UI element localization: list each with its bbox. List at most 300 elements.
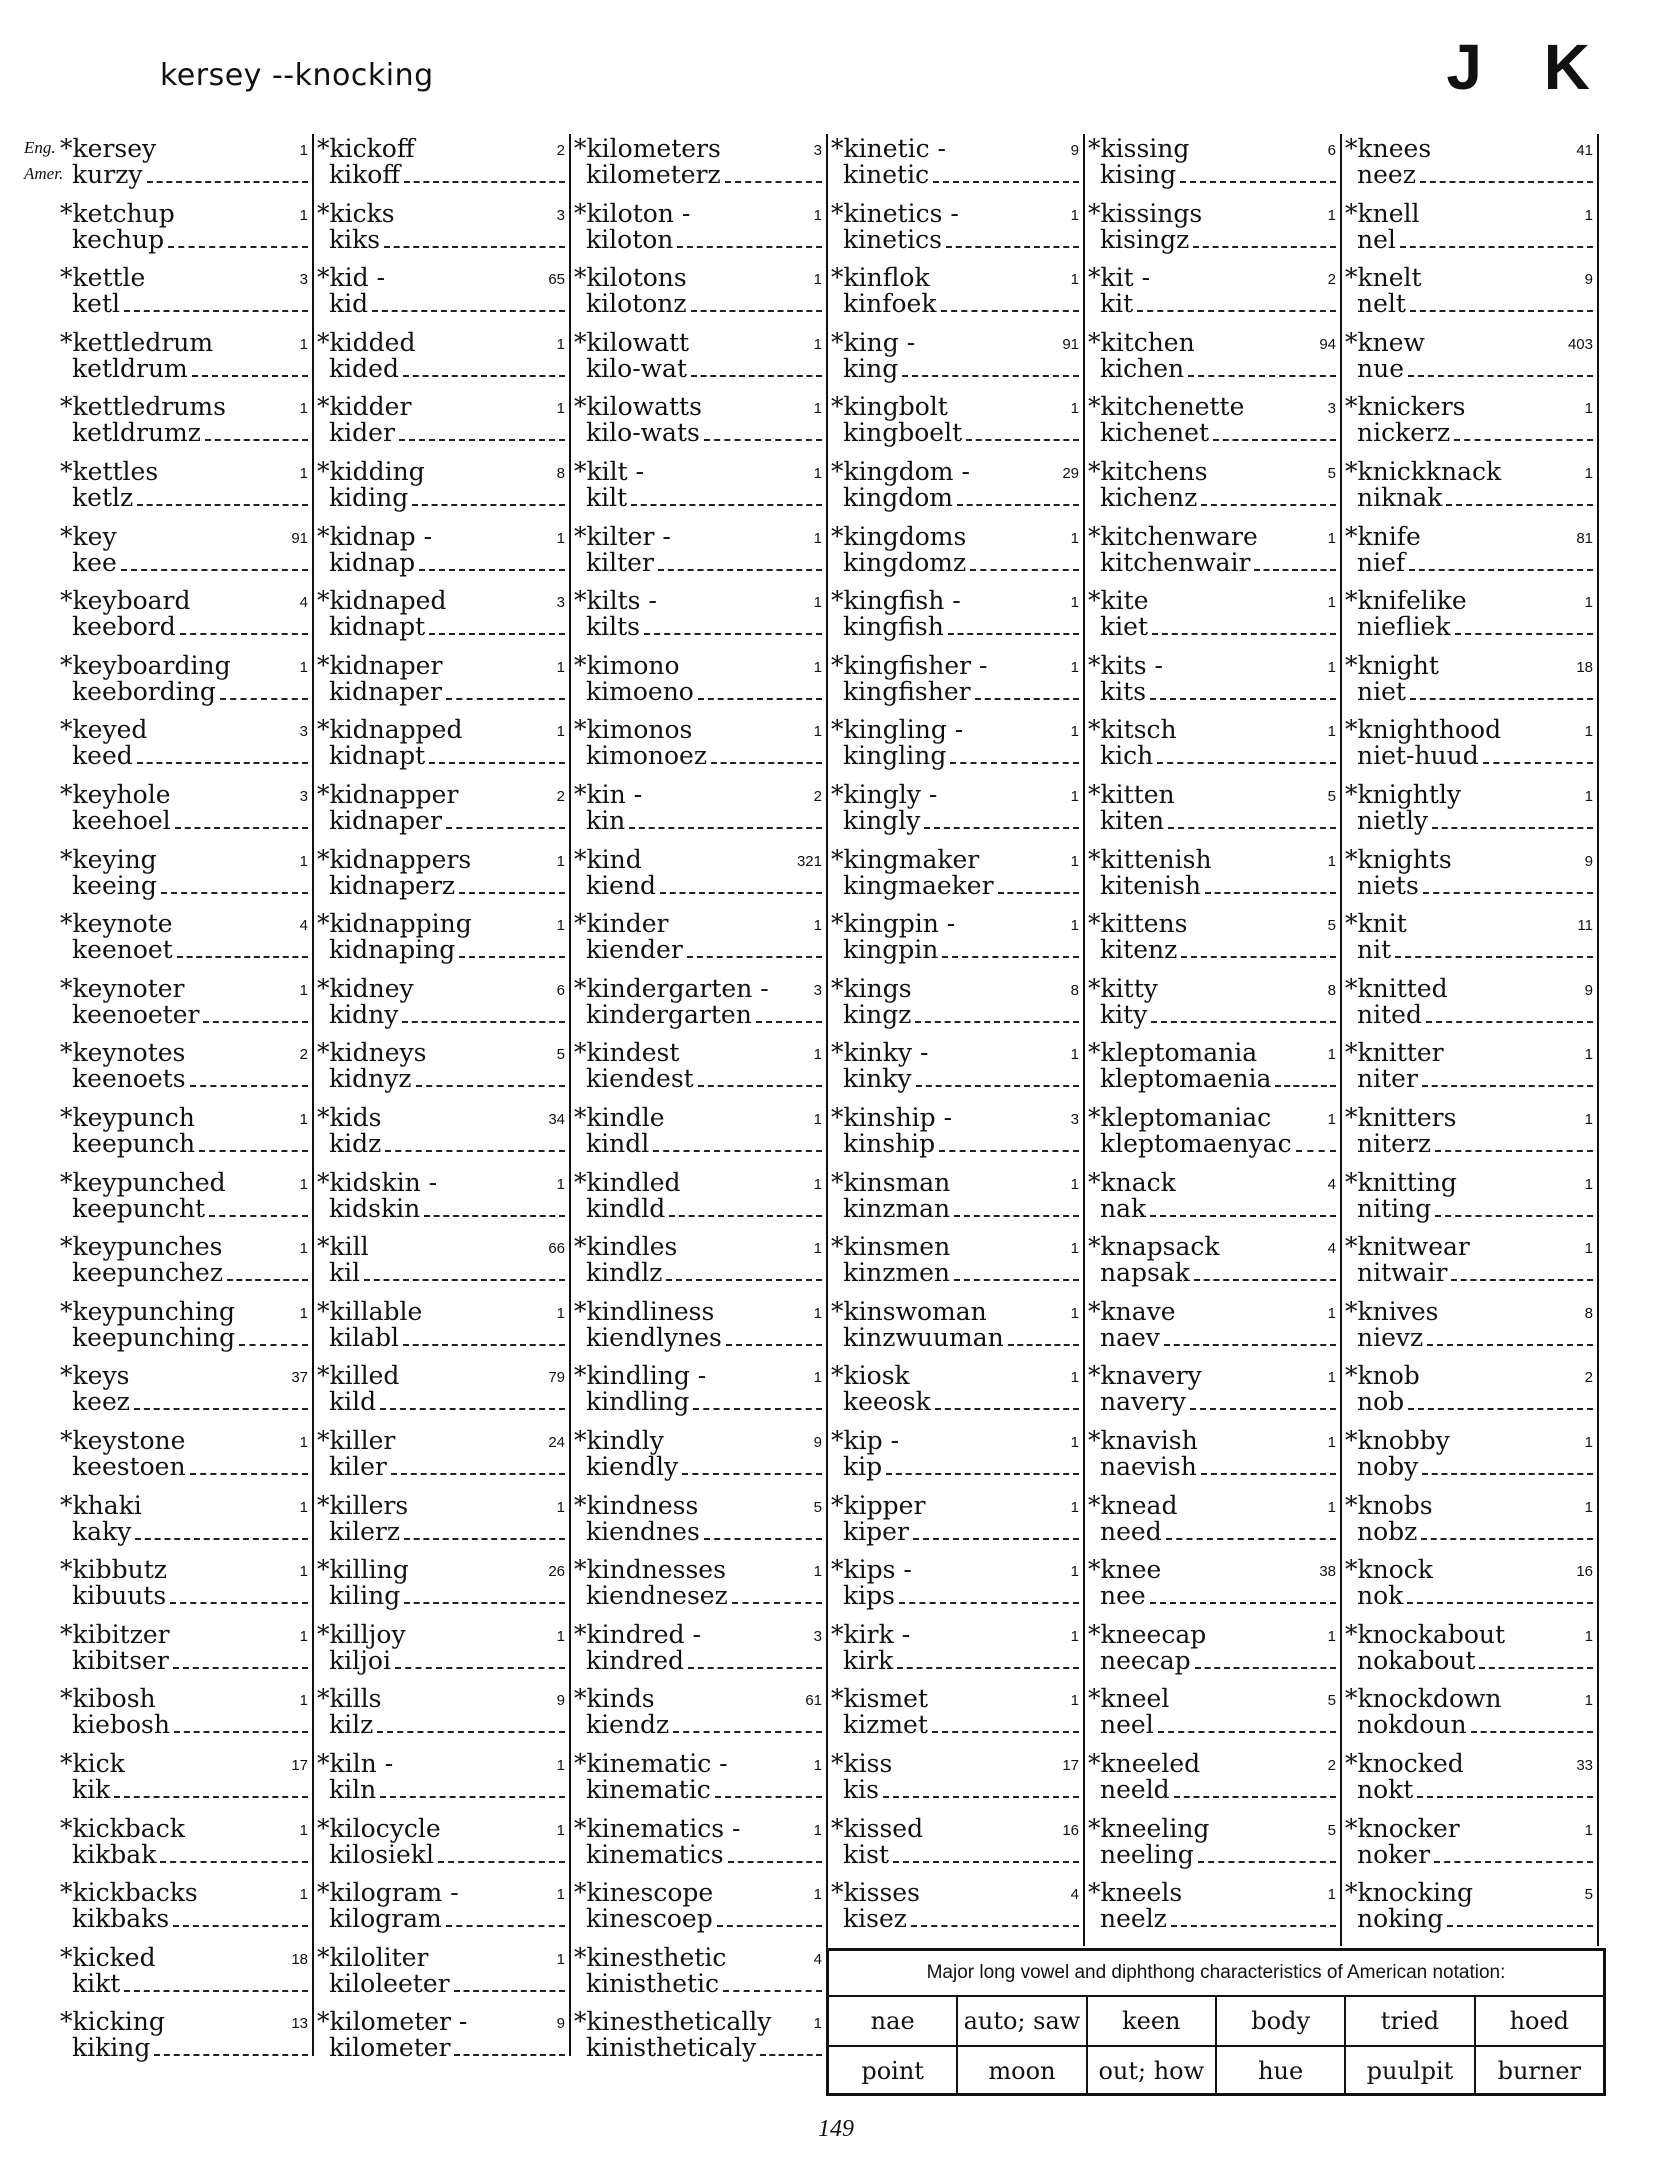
frequency-count: 1: [1327, 1111, 1336, 1128]
american-spelling: [72, 741, 308, 770]
english-word: *kindergarten -: [574, 973, 769, 1003]
english-word: *kiosk: [831, 1361, 910, 1391]
word-entry: [1088, 715, 1336, 779]
word-entry: [1345, 1620, 1593, 1684]
leader-dots: [1158, 1713, 1336, 1733]
frequency-count: 1: [1070, 1369, 1079, 1387]
american-spelling-text: kibuuts: [72, 1581, 167, 1611]
american-spelling-text: kilz: [329, 1710, 374, 1740]
american-spelling: [329, 1646, 565, 1675]
leader-dots: [660, 874, 822, 894]
frequency-count: 1: [1327, 1304, 1336, 1322]
leader-dots: [886, 1455, 1079, 1475]
frequency-count: 1: [299, 1563, 308, 1581]
word-entry: [317, 1426, 565, 1490]
english-word: *kitchens: [1088, 457, 1208, 486]
word-entry: [1088, 1814, 1336, 1878]
american-spelling: [1100, 225, 1336, 254]
american-spelling-text: nokabout: [1357, 1645, 1476, 1675]
english-word: *knocking: [1345, 1878, 1474, 1908]
word-entry: [60, 1878, 308, 1942]
dictionary-column: [570, 134, 828, 2063]
leader-dots: [631, 486, 822, 506]
english-word: *keynotes: [60, 1038, 186, 1068]
leader-dots: [1157, 744, 1336, 764]
american-spelling-text: kinzman: [843, 1193, 951, 1223]
word-entry: [831, 328, 1079, 392]
english-word: *kilowatt: [574, 327, 690, 357]
american-spelling-text: kilo-wat: [586, 353, 687, 383]
american-spelling-text: kilo-wats: [586, 418, 700, 448]
word-entry: [1088, 1426, 1336, 1490]
english-word: *knightly: [1345, 780, 1462, 809]
leader-dots: [1166, 1520, 1336, 1540]
leader-dots: [1422, 1067, 1593, 1087]
american-spelling-text: neecap: [1100, 1645, 1191, 1675]
word-entry: [1345, 780, 1593, 844]
american-spelling: [329, 1517, 565, 1546]
american-spelling: [1100, 548, 1336, 577]
american-spelling-text: kiln: [329, 1775, 377, 1804]
leader-dots: [728, 1843, 822, 1863]
american-spelling: [843, 1387, 1079, 1416]
american-spelling: [1100, 1775, 1336, 1804]
leader-dots: [227, 1261, 308, 1281]
leader-dots: [1407, 1584, 1593, 1604]
leader-dots: [1434, 1843, 1593, 1863]
american-spelling: [72, 225, 308, 254]
word-entry: [60, 1555, 308, 1619]
american-spelling: [1357, 1710, 1593, 1739]
american-spelling-text: kik: [72, 1775, 111, 1804]
english-word: *keys: [60, 1361, 130, 1391]
frequency-count: 4: [299, 594, 308, 612]
frequency-count: 2: [1584, 1369, 1593, 1387]
frequency-count: 6: [556, 981, 565, 999]
word-entry: [831, 1168, 1079, 1232]
american-spelling: [1100, 1840, 1336, 1869]
american-spelling: [586, 806, 822, 835]
american-spelling: [1357, 1840, 1593, 1869]
english-word: *keyboard: [60, 586, 191, 616]
american-spelling: [586, 677, 822, 706]
leader-dots: [725, 163, 822, 183]
american-spelling: [1357, 612, 1593, 641]
american-spelling: [586, 160, 822, 189]
frequency-count: 1: [1584, 1821, 1593, 1839]
american-spelling: [1100, 1646, 1336, 1675]
frequency-count: 1: [1584, 465, 1593, 482]
american-spelling-text: ketl: [72, 289, 120, 319]
american-spelling: [1357, 1646, 1593, 1675]
american-spelling-text: kidny: [329, 999, 399, 1029]
word-entry: [574, 392, 822, 456]
american-spelling: [1357, 289, 1593, 318]
english-word: *kite: [1088, 586, 1149, 616]
leader-dots: [454, 1972, 565, 1992]
english-word: *kindnesses: [574, 1555, 726, 1585]
word-entry: [1345, 1878, 1593, 1942]
word-entry: [574, 134, 822, 198]
american-spelling: [843, 483, 1079, 512]
american-spelling: [586, 1323, 822, 1352]
american-spelling: [1100, 871, 1336, 900]
word-entry: [1088, 1168, 1336, 1232]
leader-dots: [1395, 938, 1593, 958]
american-spelling-text: navery: [1100, 1387, 1186, 1417]
american-spelling: [843, 677, 1079, 706]
american-spelling: [72, 1969, 308, 1998]
legend-cell: point: [829, 2047, 958, 2095]
american-spelling-text: kitchenwair: [1100, 547, 1251, 577]
american-spelling: [72, 1387, 308, 1416]
american-spelling: [72, 1517, 308, 1546]
word-entry: [574, 1684, 822, 1748]
american-spelling-text: kiking: [72, 2033, 151, 2063]
english-word: *kleptomaniac: [1088, 1103, 1272, 1132]
english-word: *kettledrum: [60, 327, 214, 357]
frequency-count: 4: [1327, 1240, 1336, 1258]
word-entry: [317, 1684, 565, 1748]
leader-dots: [913, 1520, 1079, 1540]
section-letters: J K: [1446, 31, 1612, 103]
american-spelling-text: keeosk: [843, 1387, 931, 1417]
leader-dots: [954, 1261, 1079, 1281]
american-spelling-text: kindred: [586, 1645, 684, 1675]
word-entry: [1345, 1168, 1593, 1232]
frequency-count: 3: [556, 594, 565, 612]
american-spelling-text: ketlz: [72, 483, 134, 512]
word-entry: [831, 1814, 1079, 1878]
english-word: *kills: [317, 1684, 382, 1714]
american-spelling-text: neel: [1100, 1710, 1154, 1740]
american-spelling-text: naevish: [1100, 1452, 1197, 1481]
american-spelling-text: kindlz: [586, 1258, 663, 1288]
word-entry: [831, 1555, 1079, 1619]
american-spelling-text: kirk: [843, 1645, 894, 1675]
leader-dots: [1174, 1778, 1336, 1798]
american-spelling-text: keez: [72, 1387, 130, 1417]
english-word: *knifelike: [1345, 586, 1467, 616]
american-spelling: [1100, 935, 1336, 964]
american-spelling-text: kiendest: [586, 1064, 694, 1094]
american-spelling-text: kinzwuuman: [843, 1322, 1004, 1352]
leader-dots: [1171, 1907, 1336, 1927]
leader-dots: [1008, 1326, 1079, 1346]
word-entry: [1088, 263, 1336, 327]
word-entry: [60, 1620, 308, 1684]
frequency-count: 24: [548, 1434, 565, 1451]
american-spelling: [1100, 418, 1336, 447]
american-spelling-text: kidnaping: [329, 935, 456, 965]
leader-dots: [168, 228, 308, 248]
american-spelling: [72, 1581, 308, 1610]
leader-dots: [173, 1649, 308, 1669]
word-entry: [317, 651, 565, 715]
leader-dots: [1455, 615, 1593, 635]
frequency-count: 1: [556, 1175, 565, 1193]
frequency-count: 38: [1319, 1563, 1336, 1581]
word-entry: [317, 1038, 565, 1102]
leader-dots: [459, 938, 565, 958]
leader-dots: [1410, 680, 1593, 700]
american-spelling-text: kin: [586, 806, 626, 835]
american-spelling-text: kilter: [586, 547, 654, 577]
frequency-count: 1: [813, 1111, 822, 1128]
american-spelling: [329, 1581, 565, 1610]
english-word: *kilocycle: [317, 1813, 441, 1843]
english-word: *kingdom -: [831, 457, 970, 486]
frequency-count: 1: [1584, 1046, 1593, 1064]
leader-dots: [424, 1197, 565, 1217]
english-word: *kitchenette: [1088, 392, 1245, 422]
frequency-count: 1: [1327, 852, 1336, 870]
word-entry: [831, 199, 1079, 263]
american-spelling: [843, 1517, 1079, 1546]
english-word: *kid -: [317, 263, 386, 293]
leader-dots: [669, 1197, 822, 1217]
american-spelling-text: kips: [843, 1581, 895, 1611]
leader-dots: [1426, 1003, 1593, 1023]
english-word: *kingbolt: [831, 392, 948, 422]
american-spelling-text: niter: [1357, 1064, 1418, 1094]
leader-dots: [688, 1649, 822, 1669]
leader-dots: [121, 551, 308, 571]
american-spelling: [586, 1517, 822, 1546]
frequency-count: 81: [1576, 529, 1593, 547]
american-spelling: [586, 1775, 822, 1804]
american-spelling-text: kit: [1100, 289, 1134, 319]
word-entry: [317, 780, 565, 844]
english-word: *kindle: [574, 1103, 665, 1132]
american-spelling-text: kitenish: [1100, 870, 1202, 900]
leader-dots: [957, 486, 1079, 506]
legend-cell: out; how: [1088, 2047, 1217, 2095]
word-entry: [831, 715, 1079, 779]
leader-dots: [1421, 1520, 1593, 1540]
legend-title: Major long vowel and diphthong characteristics of American notation:: [829, 1951, 1603, 1997]
american-spelling-text: kiendlynes: [586, 1322, 722, 1352]
american-spelling: [586, 1452, 822, 1481]
frequency-count: 1: [556, 1886, 565, 1904]
american-spelling: [1100, 741, 1336, 770]
american-spelling-text: keebording: [72, 676, 216, 706]
american-spelling: [1100, 1452, 1336, 1481]
english-word: *kibitzer: [60, 1619, 170, 1649]
word-entry: [60, 1491, 308, 1555]
english-word: *kind: [574, 844, 642, 874]
american-spelling: [329, 289, 565, 318]
frequency-count: 1: [556, 1821, 565, 1839]
leader-dots: [404, 1520, 565, 1540]
american-spelling: [1357, 871, 1593, 900]
american-spelling: [72, 1064, 308, 1093]
american-spelling-text: kiendz: [586, 1710, 670, 1740]
frequency-count: 1: [299, 1886, 308, 1904]
american-spelling-text: kilt: [586, 483, 628, 512]
american-spelling-text: kinetics: [843, 224, 942, 254]
english-word: *khaki: [60, 1490, 142, 1520]
leader-dots: [446, 680, 565, 700]
frequency-count: 1: [299, 658, 308, 676]
english-word: *kindness: [574, 1490, 699, 1520]
american-spelling: [329, 741, 565, 770]
word-entry: [1345, 1814, 1593, 1878]
american-spelling: [1100, 1904, 1336, 1933]
word-entry: [317, 1361, 565, 1425]
frequency-count: 3: [299, 271, 308, 289]
word-entry: [1088, 392, 1336, 456]
american-spelling: [1100, 806, 1336, 835]
american-spelling-text: kiend: [586, 870, 657, 900]
leader-dots: [966, 421, 1079, 441]
frequency-count: 5: [1327, 917, 1336, 935]
legend-cell: body: [1217, 1997, 1346, 2045]
frequency-count: 1: [1070, 1240, 1079, 1258]
word-entry: [60, 522, 308, 586]
frequency-count: 17: [291, 1757, 308, 1774]
leader-dots: [1423, 874, 1593, 894]
english-word: *keystone: [60, 1426, 186, 1455]
leader-dots: [160, 1843, 308, 1863]
frequency-count: 8: [1070, 981, 1079, 999]
leader-dots: [402, 1003, 565, 1023]
american-spelling: [1357, 1387, 1593, 1416]
leader-dots: [658, 551, 822, 571]
leader-dots: [199, 1132, 308, 1152]
leader-dots: [403, 357, 565, 377]
american-spelling: [586, 548, 822, 577]
leader-dots: [916, 1067, 1079, 1087]
english-word: *kids: [317, 1103, 382, 1132]
frequency-count: 1: [299, 1111, 308, 1128]
leader-dots: [682, 1455, 822, 1475]
leader-dots: [1181, 938, 1336, 958]
leader-dots: [1446, 486, 1593, 506]
leader-dots: [1150, 1584, 1336, 1604]
american-spelling: [329, 1323, 565, 1352]
american-spelling-text: kiender: [586, 935, 683, 965]
word-entry: [1345, 845, 1593, 909]
frequency-count: 1: [1327, 1886, 1336, 1904]
leader-dots: [704, 421, 822, 441]
american-spelling-text: kinescoep: [586, 1904, 713, 1934]
word-entry: [1088, 845, 1336, 909]
english-word: *kissed: [831, 1813, 924, 1843]
english-word: *kicked: [60, 1942, 156, 1972]
american-spelling-text: kilabl: [329, 1322, 400, 1352]
american-spelling: [843, 806, 1079, 835]
frequency-count: 1: [813, 594, 822, 612]
american-spelling-text: kurzy: [72, 160, 143, 189]
leader-dots: [380, 1390, 565, 1410]
english-word: *kin -: [574, 780, 643, 809]
leader-dots: [1427, 1326, 1593, 1346]
word-entry: [60, 2007, 308, 2071]
american-spelling: [72, 871, 308, 900]
american-spelling-text: naev: [1100, 1322, 1160, 1352]
leader-dots: [1296, 1132, 1336, 1152]
word-entry: [1088, 586, 1336, 650]
word-entry: [831, 780, 1079, 844]
american-spelling: [1100, 1323, 1336, 1352]
english-word: *kinesthetically: [574, 2007, 772, 2037]
leader-dots: [1193, 228, 1336, 248]
leader-dots: [399, 421, 565, 441]
word-entry: [317, 1491, 565, 1555]
american-spelling: [72, 483, 308, 512]
american-spelling-text: kinky: [843, 1064, 912, 1094]
word-entry: [317, 1232, 565, 1296]
frequency-count: 2: [299, 1046, 308, 1064]
frequency-count: 1: [299, 400, 308, 418]
american-spelling: [72, 2033, 308, 2062]
american-spelling-text: napsak: [1100, 1258, 1190, 1288]
frequency-count: 1: [1070, 1046, 1079, 1064]
leader-dots: [704, 1520, 822, 1540]
word-entry: [1345, 1749, 1593, 1813]
leader-dots: [693, 1390, 822, 1410]
leader-dots: [653, 1132, 822, 1152]
leader-dots: [902, 357, 1079, 377]
frequency-count: 1: [1070, 658, 1079, 676]
word-entry: [317, 715, 565, 779]
american-spelling-text: nited: [1357, 999, 1422, 1029]
frequency-count: 1: [556, 917, 565, 935]
american-spelling-text: kibitser: [72, 1645, 169, 1675]
american-spelling: [586, 483, 822, 512]
legend-cell: tried: [1346, 1997, 1475, 2045]
word-entry: [1345, 1555, 1593, 1619]
leader-dots: [174, 1713, 308, 1733]
english-word: *kisses: [831, 1878, 920, 1908]
leader-dots: [154, 2036, 308, 2056]
word-entry: [831, 1491, 1079, 1555]
leader-dots: [220, 680, 308, 700]
american-spelling-text: kingdom: [843, 483, 954, 512]
word-entry: [60, 1038, 308, 1102]
american-spelling: [586, 1000, 822, 1029]
english-word: *keynote: [60, 909, 173, 939]
legend-cell: hue: [1217, 2047, 1346, 2095]
frequency-count: 1: [813, 1757, 822, 1774]
american-spelling: [1357, 225, 1593, 254]
word-entry: [317, 522, 565, 586]
frequency-count: 1: [1584, 206, 1593, 224]
american-spelling-text: kiten: [1100, 806, 1165, 835]
leader-dots: [691, 292, 822, 312]
leader-dots: [190, 1067, 308, 1087]
american-spelling-text: nietly: [1357, 806, 1429, 835]
english-word: *kindles: [574, 1232, 678, 1262]
frequency-count: 5: [1327, 1692, 1336, 1710]
leader-dots: [911, 1907, 1079, 1927]
american-spelling: [843, 1452, 1079, 1481]
frequency-count: 1: [1070, 1434, 1079, 1451]
american-spelling: [586, 225, 822, 254]
word-entry: [1088, 1232, 1336, 1296]
leader-dots: [932, 1713, 1079, 1733]
frequency-count: 1: [1327, 723, 1336, 741]
english-word: *kneels: [1088, 1878, 1183, 1908]
word-entry: [60, 1297, 308, 1361]
word-entry: [1345, 715, 1593, 779]
english-word: *kicks: [317, 198, 395, 228]
frequency-count: 4: [813, 1950, 822, 1968]
word-entry: [574, 1878, 822, 1942]
frequency-count: 2: [556, 788, 565, 805]
leader-dots: [1180, 163, 1336, 183]
